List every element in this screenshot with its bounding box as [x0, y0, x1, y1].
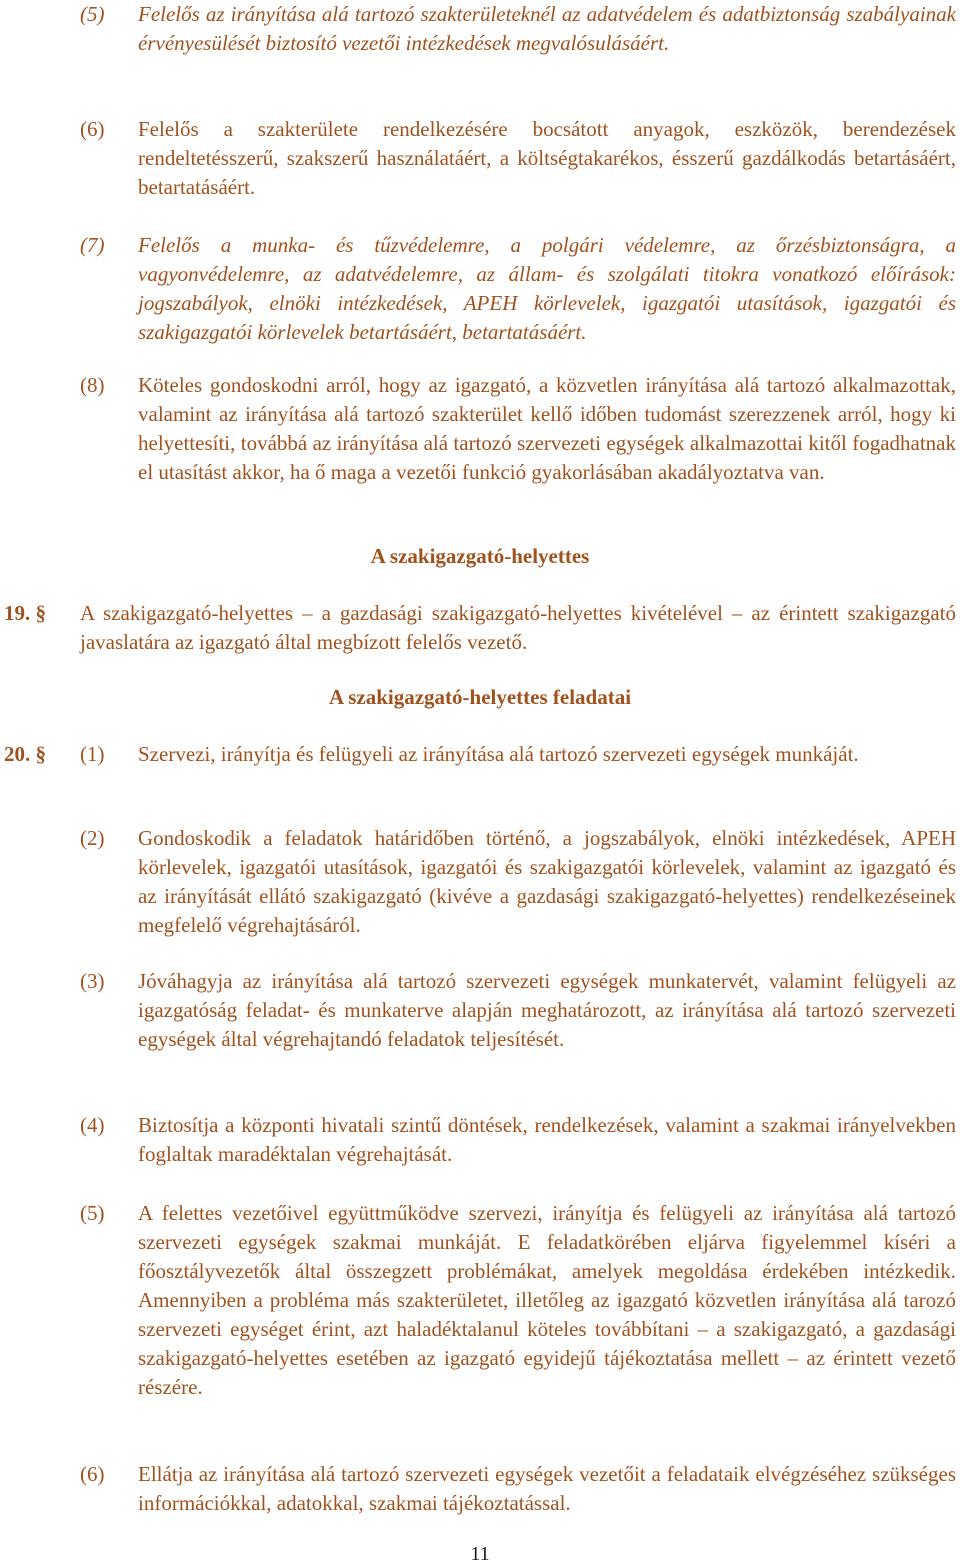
paragraph-number: (5) [80, 1201, 105, 1225]
page-number: 11 [470, 1543, 490, 1565]
section-number: 19. § [4, 601, 46, 625]
section-text: A szakigazgató-helyettes – a gazdasági szakigazgató-helyettes kivételével – az érintett szakigazgató javaslatára az igazgató által megbízott felelős vezető. [80, 601, 956, 654]
paragraph-number: (5) [80, 2, 105, 26]
paragraph-number: (1) [80, 742, 105, 766]
paragraph-text: Felelős a munka- és tűzvédelemre, a polgári védelemre, az őrzésbiztonságra, a vagyonvédelemre, az adatvédelemre, az állam- és szolgálati titokra vonatkozó előírások: jogszabályok, elnöki intézkedések, APEH körlevelek, igazgatói utasítások, igazgatói és szakigazgatói körlevelek betartásáért, betartatásáért. [138, 233, 956, 344]
paragraph-number: (3) [80, 969, 105, 993]
paragraph-text: Felelős a szakterülete rendelkezésére bocsátott anyagok, eszközök, berendezések rendeltetésszerű, szakszerű használatáért, a költségtakarékos, ésszerű gazdálkodás betartásáért, betartatásáért. [138, 117, 956, 199]
paragraph-number: (6) [80, 117, 105, 141]
paragraph-text: Biztosítja a központi hivatali szintű döntések, rendelkezések, valamint a szakmai irányelvekben foglaltak maradéktalan végrehajtását. [138, 1113, 956, 1166]
paragraph-text: A felettes vezetőivel együttműködve szervezi, irányítja és felügyeli az irányítása alá tartozó szervezeti egységek szakmai munkáját. E feladatkörében eljárva figyelemmel kíséri a főosztályvezetők által összegzett problémákat, amelyek megoldása érdekében intézkedik. Amennyiben a probléma más szakterületet, illetőleg az igazgató közvetlen irányítása alá tarozó szervezeti egységet érint, azt haladéktalanul köteles továbbítani – a szakigazgató, a gazdasági szakigazgató-helyettes esetében az igazgató egyidejű tájékoztatása mellett – az érintett vezető részére. [138, 1201, 956, 1399]
paragraph-number: (7) [80, 233, 105, 257]
paragraph-text: Felelős az irányítása alá tartozó szakterületeknél az adatvédelem és adatbiztonság szabályainak érvényesülését biztosító vezetői intézkedések megvalósulásáért. [138, 2, 956, 55]
paragraph-number: (2) [80, 826, 105, 850]
paragraph-text: Gondoskodik a feladatok határidőben történő, a jogszabályok, elnöki intézkedések, APEH körlevelek, igazgatói utasítások, igazgatói és szakigazgatói körlevelek, valamint az igazgató és az irányítását ellátó szakigazgató (kivéve a gazdasági szakigazgató-helyettes) rendelkezéseinek megfelelő végrehajtásáról. [138, 826, 956, 937]
section-heading-deputy-tasks: A szakigazgató-helyettes feladatai [328, 685, 632, 709]
paragraph-text: Ellátja az irányítása alá tartozó szervezeti egységek vezetőit a feladataik elvégzéséhez szükséges információkkal, adatokkal, szakmai tájékoztatással. [138, 1462, 956, 1515]
paragraph-number: (8) [80, 373, 105, 397]
paragraph-text: Szervezi, irányítja és felügyeli az irányítása alá tartozó szervezeti egységek munkáját. [138, 742, 859, 766]
paragraph-text: Köteles gondoskodni arról, hogy az igazgató, a közvetlen irányítása alá tartozó alkalmazottak, valamint az irányítása alá tartozó szakterület kellő időben tudomást szerezzenek arról, hogy ki helyettesíti, továbbá az irányítása alá tartozó szervezeti egységek alkalmazottai kitől fogadhatnak el utasítást akkor, ha ő maga a vezetői funkció gyakorlásában akadályoztatva van. [138, 373, 956, 484]
paragraph-text: Jóváhagyja az irányítása alá tartozó szervezeti egységek munkatervét, valamint felügyeli az igazgatóság feladat- és munkaterve alapján meghatározott, az irányítása alá tartozó szervezeti egységek által végrehajtandó feladatok teljesítését. [138, 969, 956, 1051]
section-number: 20. § [4, 742, 46, 766]
paragraph-number: (4) [80, 1113, 105, 1137]
paragraph-number: (6) [80, 1462, 105, 1486]
section-heading-deputy: A szakigazgató-helyettes [370, 544, 590, 568]
